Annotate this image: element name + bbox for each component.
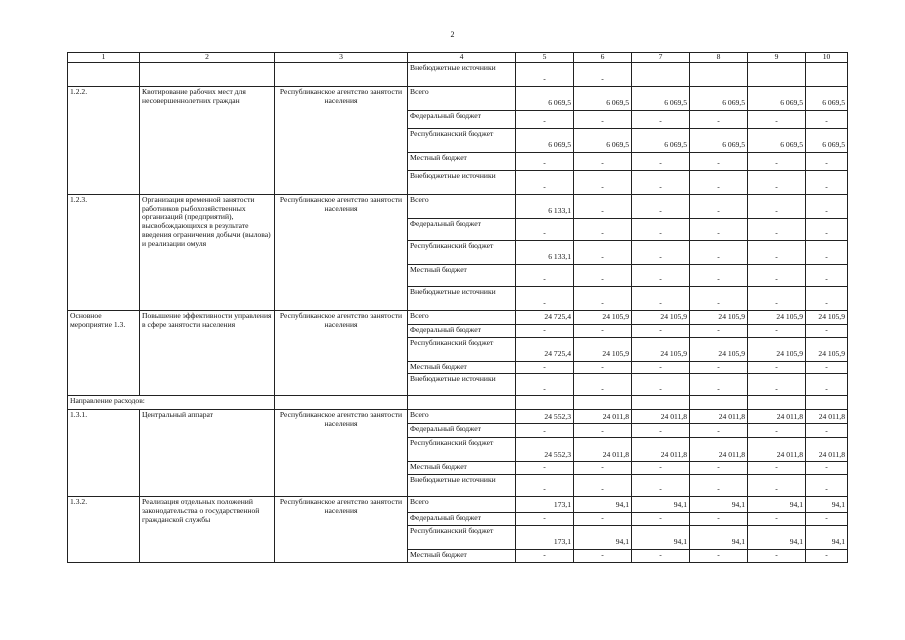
value-cell: - bbox=[748, 513, 806, 526]
value-cell: 24 011,8 bbox=[690, 410, 748, 424]
funding-source: Местный бюджет bbox=[408, 549, 516, 562]
value-cell: - bbox=[690, 241, 748, 265]
value-cell: - bbox=[806, 153, 848, 171]
item-name: Центральный аппарат bbox=[140, 410, 275, 497]
table-row bbox=[68, 311, 848, 325]
item-code: 1.2.3. bbox=[68, 195, 140, 311]
value-cell: 24 011,8 bbox=[632, 410, 690, 424]
value-cell: 94,1 bbox=[574, 497, 632, 513]
value-cell: 24 725,4 bbox=[516, 337, 574, 361]
value-cell: - bbox=[690, 153, 748, 171]
value-cell: - bbox=[574, 325, 632, 338]
value-cell: 6 069,5 bbox=[806, 87, 848, 111]
value-cell: - bbox=[806, 171, 848, 195]
value-cell: 94,1 bbox=[690, 497, 748, 513]
funding-source: Республиканский бюджет bbox=[408, 438, 516, 462]
item-code: Основное мероприятие 1.3. bbox=[68, 311, 140, 396]
item-name: Реализация отдельных положений законодательства о государственной гражданской службы bbox=[140, 497, 275, 562]
value-cell: - bbox=[690, 374, 748, 396]
column-number: 6 bbox=[574, 53, 632, 63]
value-cell: 94,1 bbox=[748, 525, 806, 549]
item-name: Повышение эффективности управления в сфере занятости населения bbox=[140, 311, 275, 396]
column-number: 4 bbox=[408, 53, 516, 63]
item-code: 1.3.2. bbox=[68, 497, 140, 562]
value-cell: 24 105,9 bbox=[632, 337, 690, 361]
value-cell: - bbox=[574, 219, 632, 241]
value-cell: 94,1 bbox=[690, 525, 748, 549]
value-cell: - bbox=[748, 361, 806, 374]
column-number: 8 bbox=[690, 53, 748, 63]
value-cell: - bbox=[806, 374, 848, 396]
value-cell: - bbox=[748, 374, 806, 396]
funding-source: Всего bbox=[408, 311, 516, 325]
value-cell: - bbox=[516, 153, 574, 171]
value-cell: - bbox=[632, 549, 690, 562]
value-cell: - bbox=[690, 287, 748, 311]
table-row bbox=[68, 87, 848, 111]
value-cell: - bbox=[574, 462, 632, 475]
section-heading: Направление расходов: bbox=[68, 396, 275, 410]
value-cell: 24 552,3 bbox=[516, 410, 574, 424]
value-cell: - bbox=[574, 361, 632, 374]
value-cell: 24 105,9 bbox=[574, 337, 632, 361]
funding-source: Местный бюджет bbox=[408, 361, 516, 374]
value-cell: - bbox=[690, 475, 748, 497]
value-cell: 6 069,5 bbox=[690, 87, 748, 111]
funding-source: Республиканский бюджет bbox=[408, 129, 516, 153]
value-cell: - bbox=[690, 424, 748, 438]
value-cell: 6 069,5 bbox=[516, 87, 574, 111]
value-cell: - bbox=[748, 171, 806, 195]
value-cell: - bbox=[632, 462, 690, 475]
value-cell: - bbox=[748, 265, 806, 287]
table-row bbox=[68, 63, 848, 87]
column-number-row bbox=[68, 53, 848, 63]
value-cell: - bbox=[516, 361, 574, 374]
value-cell: 6 069,5 bbox=[748, 129, 806, 153]
value-cell: - bbox=[516, 513, 574, 526]
value-cell: 24 105,9 bbox=[690, 311, 748, 325]
funding-source: Всего bbox=[408, 195, 516, 219]
value-cell: - bbox=[748, 549, 806, 562]
funding-source: Республиканский бюджет bbox=[408, 241, 516, 265]
value-cell: 94,1 bbox=[806, 497, 848, 513]
value-cell: 24 011,8 bbox=[748, 410, 806, 424]
column-number: 9 bbox=[748, 53, 806, 63]
funding-source: Внебюджетные источники bbox=[408, 475, 516, 497]
value-cell: - bbox=[574, 195, 632, 219]
value-cell: - bbox=[690, 195, 748, 219]
value-cell: - bbox=[574, 287, 632, 311]
value-cell: - bbox=[748, 287, 806, 311]
value-cell: 94,1 bbox=[748, 497, 806, 513]
value-cell: - bbox=[632, 374, 690, 396]
value-cell: - bbox=[690, 171, 748, 195]
value-cell: - bbox=[516, 475, 574, 497]
table-row bbox=[68, 497, 848, 513]
responsible-executor: Республиканское агентство занятости населения bbox=[275, 497, 408, 562]
responsible-executor: Республиканское агентство занятости населения bbox=[275, 410, 408, 497]
value-cell: - bbox=[748, 153, 806, 171]
value-cell: - bbox=[516, 63, 574, 87]
value-cell: - bbox=[632, 475, 690, 497]
value-cell: - bbox=[690, 265, 748, 287]
value-cell: - bbox=[748, 325, 806, 338]
value-cell: - bbox=[574, 63, 632, 87]
value-cell: - bbox=[574, 153, 632, 171]
value-cell: - bbox=[574, 549, 632, 562]
value-cell: - bbox=[516, 265, 574, 287]
value-cell: - bbox=[806, 513, 848, 526]
value-cell: - bbox=[806, 361, 848, 374]
value-cell: 24 105,9 bbox=[690, 337, 748, 361]
value-cell: 24 011,8 bbox=[574, 438, 632, 462]
value-cell: 6 069,5 bbox=[516, 129, 574, 153]
value-cell: - bbox=[806, 219, 848, 241]
value-cell: 94,1 bbox=[632, 497, 690, 513]
funding-source: Местный бюджет bbox=[408, 265, 516, 287]
value-cell: - bbox=[748, 462, 806, 475]
value-cell: 24 011,8 bbox=[806, 410, 848, 424]
value-cell: - bbox=[690, 361, 748, 374]
funding-source: Федеральный бюджет bbox=[408, 219, 516, 241]
value-cell: 24 725,4 bbox=[516, 311, 574, 325]
value-cell: 6 069,5 bbox=[574, 129, 632, 153]
funding-source: Федеральный бюджет bbox=[408, 513, 516, 526]
value-cell: - bbox=[632, 361, 690, 374]
responsible-executor: Республиканское агентство занятости населения bbox=[275, 87, 408, 195]
value-cell: - bbox=[690, 549, 748, 562]
funding-source: Местный бюджет bbox=[408, 462, 516, 475]
value-cell: 6 069,5 bbox=[748, 87, 806, 111]
value-cell: - bbox=[690, 513, 748, 526]
value-cell: 94,1 bbox=[574, 525, 632, 549]
budget-table bbox=[67, 52, 848, 563]
column-number: 2 bbox=[140, 53, 275, 63]
value-cell: - bbox=[690, 325, 748, 338]
table-row bbox=[68, 195, 848, 219]
value-cell: - bbox=[574, 424, 632, 438]
value-cell: - bbox=[806, 549, 848, 562]
value-cell: 24 105,9 bbox=[806, 337, 848, 361]
value-cell: - bbox=[632, 195, 690, 219]
value-cell: - bbox=[632, 171, 690, 195]
value-cell: - bbox=[748, 241, 806, 265]
value-cell: 6 133,1 bbox=[516, 241, 574, 265]
value-cell: - bbox=[516, 549, 574, 562]
value-cell: - bbox=[632, 265, 690, 287]
value-cell: - bbox=[516, 171, 574, 195]
value-cell: 6 133,1 bbox=[516, 195, 574, 219]
value-cell: - bbox=[516, 374, 574, 396]
value-cell: 6 069,5 bbox=[574, 87, 632, 111]
value-cell: - bbox=[574, 265, 632, 287]
value-cell: 24 011,8 bbox=[690, 438, 748, 462]
funding-source: Внебюджетные источники bbox=[408, 287, 516, 311]
value-cell: 24 105,9 bbox=[574, 311, 632, 325]
value-cell: - bbox=[806, 325, 848, 338]
value-cell: - bbox=[632, 513, 690, 526]
value-cell: - bbox=[632, 219, 690, 241]
value-cell: - bbox=[516, 462, 574, 475]
value-cell: - bbox=[632, 325, 690, 338]
value-cell: 6 069,5 bbox=[690, 129, 748, 153]
item-code: 1.3.1. bbox=[68, 410, 140, 497]
value-cell: - bbox=[574, 241, 632, 265]
value-cell: - bbox=[574, 374, 632, 396]
value-cell: - bbox=[574, 171, 632, 195]
value-cell: - bbox=[748, 219, 806, 241]
funding-source: Местный бюджет bbox=[408, 153, 516, 171]
value-cell: 24 011,8 bbox=[806, 438, 848, 462]
funding-source: Федеральный бюджет bbox=[408, 111, 516, 129]
funding-source: Всего bbox=[408, 87, 516, 111]
item-name: Организация временной занятости работников рыбохозяйственных организаций (предприятий), высвобождающихся в результате введения ограничения добычи (вылова) и реализации омуля bbox=[140, 195, 275, 311]
funding-source: Федеральный бюджет bbox=[408, 325, 516, 338]
value-cell: - bbox=[748, 111, 806, 129]
value-cell: 6 069,5 bbox=[632, 87, 690, 111]
value-cell: 173,1 bbox=[516, 497, 574, 513]
value-cell: - bbox=[516, 424, 574, 438]
responsible-executor: Республиканское агентство занятости населения bbox=[275, 311, 408, 396]
value-cell: - bbox=[748, 475, 806, 497]
column-number: 7 bbox=[632, 53, 690, 63]
value-cell: - bbox=[690, 219, 748, 241]
funding-source: Внебюджетные источники bbox=[408, 63, 516, 87]
value-cell: - bbox=[806, 241, 848, 265]
value-cell: 94,1 bbox=[632, 525, 690, 549]
value-cell: - bbox=[806, 462, 848, 475]
funding-source: Республиканский бюджет bbox=[408, 337, 516, 361]
value-cell: - bbox=[806, 475, 848, 497]
value-cell: - bbox=[690, 462, 748, 475]
responsible-executor: Республиканское агентство занятости населения bbox=[275, 195, 408, 311]
value-cell: 94,1 bbox=[806, 525, 848, 549]
funding-source: Республиканский бюджет bbox=[408, 525, 516, 549]
value-cell: 24 105,9 bbox=[748, 311, 806, 325]
value-cell: - bbox=[632, 153, 690, 171]
funding-source: Внебюджетные источники bbox=[408, 374, 516, 396]
column-number: 1 bbox=[68, 53, 140, 63]
value-cell: - bbox=[690, 111, 748, 129]
value-cell: - bbox=[632, 241, 690, 265]
column-number: 5 bbox=[516, 53, 574, 63]
value-cell: - bbox=[574, 111, 632, 129]
value-cell: - bbox=[632, 287, 690, 311]
value-cell: - bbox=[516, 325, 574, 338]
item-name: Квотирование рабочих мест для несовершеннолетних граждан bbox=[140, 87, 275, 195]
funding-source: Всего bbox=[408, 497, 516, 513]
page-number: 2 bbox=[450, 30, 455, 39]
item-code: 1.2.2. bbox=[68, 87, 140, 195]
table-row bbox=[68, 410, 848, 424]
value-cell: 24 011,8 bbox=[748, 438, 806, 462]
value-cell: - bbox=[632, 424, 690, 438]
column-number: 3 bbox=[275, 53, 408, 63]
value-cell: - bbox=[806, 111, 848, 129]
value-cell: - bbox=[516, 287, 574, 311]
value-cell: - bbox=[574, 513, 632, 526]
value-cell: 6 069,5 bbox=[632, 129, 690, 153]
table-row bbox=[68, 396, 848, 410]
funding-source: Внебюджетные источники bbox=[408, 171, 516, 195]
value-cell: - bbox=[806, 195, 848, 219]
value-cell: - bbox=[748, 424, 806, 438]
value-cell: 24 105,9 bbox=[632, 311, 690, 325]
value-cell: - bbox=[516, 219, 574, 241]
value-cell: - bbox=[632, 111, 690, 129]
value-cell: 24 552,3 bbox=[516, 438, 574, 462]
value-cell: - bbox=[806, 265, 848, 287]
value-cell: - bbox=[806, 424, 848, 438]
value-cell: - bbox=[516, 111, 574, 129]
funding-source: Всего bbox=[408, 410, 516, 424]
value-cell: 24 105,9 bbox=[748, 337, 806, 361]
column-number: 10 bbox=[806, 53, 848, 63]
value-cell: 24 011,8 bbox=[574, 410, 632, 424]
value-cell: - bbox=[748, 195, 806, 219]
funding-source: Федеральный бюджет bbox=[408, 424, 516, 438]
value-cell: - bbox=[574, 475, 632, 497]
value-cell: - bbox=[806, 287, 848, 311]
value-cell: 24 105,9 bbox=[806, 311, 848, 325]
value-cell: 24 011,8 bbox=[632, 438, 690, 462]
value-cell: 6 069,5 bbox=[806, 129, 848, 153]
value-cell: 173,1 bbox=[516, 525, 574, 549]
